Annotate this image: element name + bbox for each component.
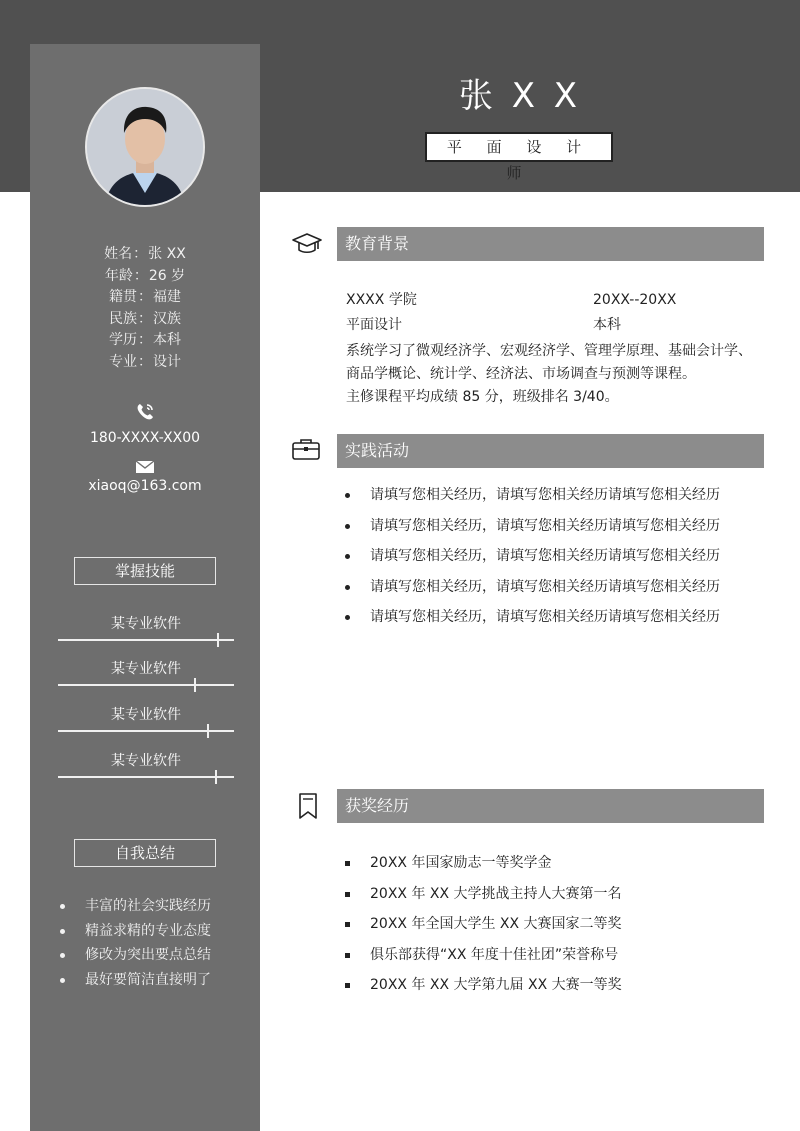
info-name: 姓名：张 XX	[104, 246, 186, 262]
list-item: 请填写您相关经历，请填写您相关经历请填写您相关经历	[345, 602, 765, 633]
skill-label: 某专业软件	[111, 707, 181, 723]
list-item: 请填写您相关经历，请填写您相关经历请填写您相关经历	[345, 541, 765, 572]
skill-level-marker	[207, 724, 209, 738]
skill-track	[58, 684, 234, 686]
education-content	[346, 288, 766, 409]
major-name: 平面设计	[346, 317, 402, 333]
section-title: 教育背景	[345, 234, 410, 253]
skill-label: 某专业软件	[111, 616, 181, 632]
avatar-photo	[87, 89, 203, 205]
bookmark-icon	[298, 792, 318, 824]
briefcase-icon	[291, 437, 321, 465]
list-item: 请填写您相关经历，请填写您相关经历请填写您相关经历	[345, 480, 765, 511]
graduation-cap-icon	[291, 233, 323, 259]
phone-number: 180-XXXX-XX00	[89, 430, 201, 446]
phone-icon	[30, 402, 260, 426]
list-item: 20XX 年 XX 大学挑战主持人大赛第一名	[345, 879, 765, 910]
skill-label: 某专业软件	[111, 661, 181, 677]
summary-title: 自我总结	[74, 839, 216, 867]
list-item: 丰富的社会实践经历	[30, 894, 260, 919]
list-item: 20XX 年 XX 大学第九届 XX 大赛一等奖	[345, 970, 765, 1001]
education-description: 系统学习了微观经济学、宏观经济学、管理学原理、基础会计学、 商品学概论、统计学、经济法、市场调查与预测等课程。 主修课程平均成绩 85 分，班级排名 3/40。	[346, 343, 752, 405]
section-header-practice	[337, 434, 764, 468]
person-name: 张 X X	[458, 76, 582, 116]
skill-track	[58, 639, 234, 641]
email-address: xiaoq@163.com	[88, 478, 202, 494]
info-ethnicity: 民族：汉族	[109, 310, 181, 327]
skill-level-marker	[217, 633, 219, 647]
school-name: XXXX 学院	[346, 292, 417, 308]
info-hometown: 籍贯：福建	[109, 289, 181, 305]
info-major: 专业：设计	[109, 353, 181, 370]
degree: 本科	[593, 317, 621, 333]
skill-level-marker	[215, 770, 217, 784]
skill-track	[58, 776, 234, 778]
practice-list	[345, 480, 765, 633]
section-header-awards	[337, 789, 764, 823]
job-title: 平 面 设 计 师	[425, 132, 613, 162]
list-item: 请填写您相关经历，请填写您相关经历请填写您相关经历	[345, 572, 765, 603]
skill-item	[58, 750, 234, 790]
list-item: 请填写您相关经历，请填写您相关经历请填写您相关经历	[345, 511, 765, 542]
skill-level-marker	[194, 678, 196, 692]
section-title: 实践活动	[345, 441, 410, 460]
avatar	[85, 87, 205, 207]
skill-label: 某专业软件	[111, 753, 181, 769]
basic-info	[30, 244, 260, 373]
list-item: 修改为突出要点总结	[30, 943, 260, 968]
list-item: 最好要简洁直接明了	[30, 968, 260, 993]
info-age: 年龄：26 岁	[104, 267, 186, 284]
list-item: 20XX 年全国大学生 XX 大赛国家二等奖	[345, 909, 765, 940]
list-item: 俱乐部获得“XX 年度十佳社团”荣誉称号	[345, 940, 765, 971]
info-education: 学历：本科	[109, 332, 181, 348]
list-item: 精益求精的专业态度	[30, 919, 260, 944]
skill-item	[58, 658, 234, 698]
list-item: 20XX 年国家励志一等奖学金	[345, 848, 765, 879]
envelope-icon	[30, 459, 260, 478]
skills-title: 掌握技能	[74, 557, 216, 585]
awards-list	[345, 848, 765, 1001]
section-title: 获奖经历	[345, 796, 410, 815]
section-header-education	[337, 227, 764, 261]
study-period: 20XX--20XX	[593, 292, 677, 308]
sidebar	[30, 44, 260, 1131]
skill-item	[58, 704, 234, 744]
summary-list	[30, 894, 260, 992]
skill-item	[58, 613, 234, 653]
